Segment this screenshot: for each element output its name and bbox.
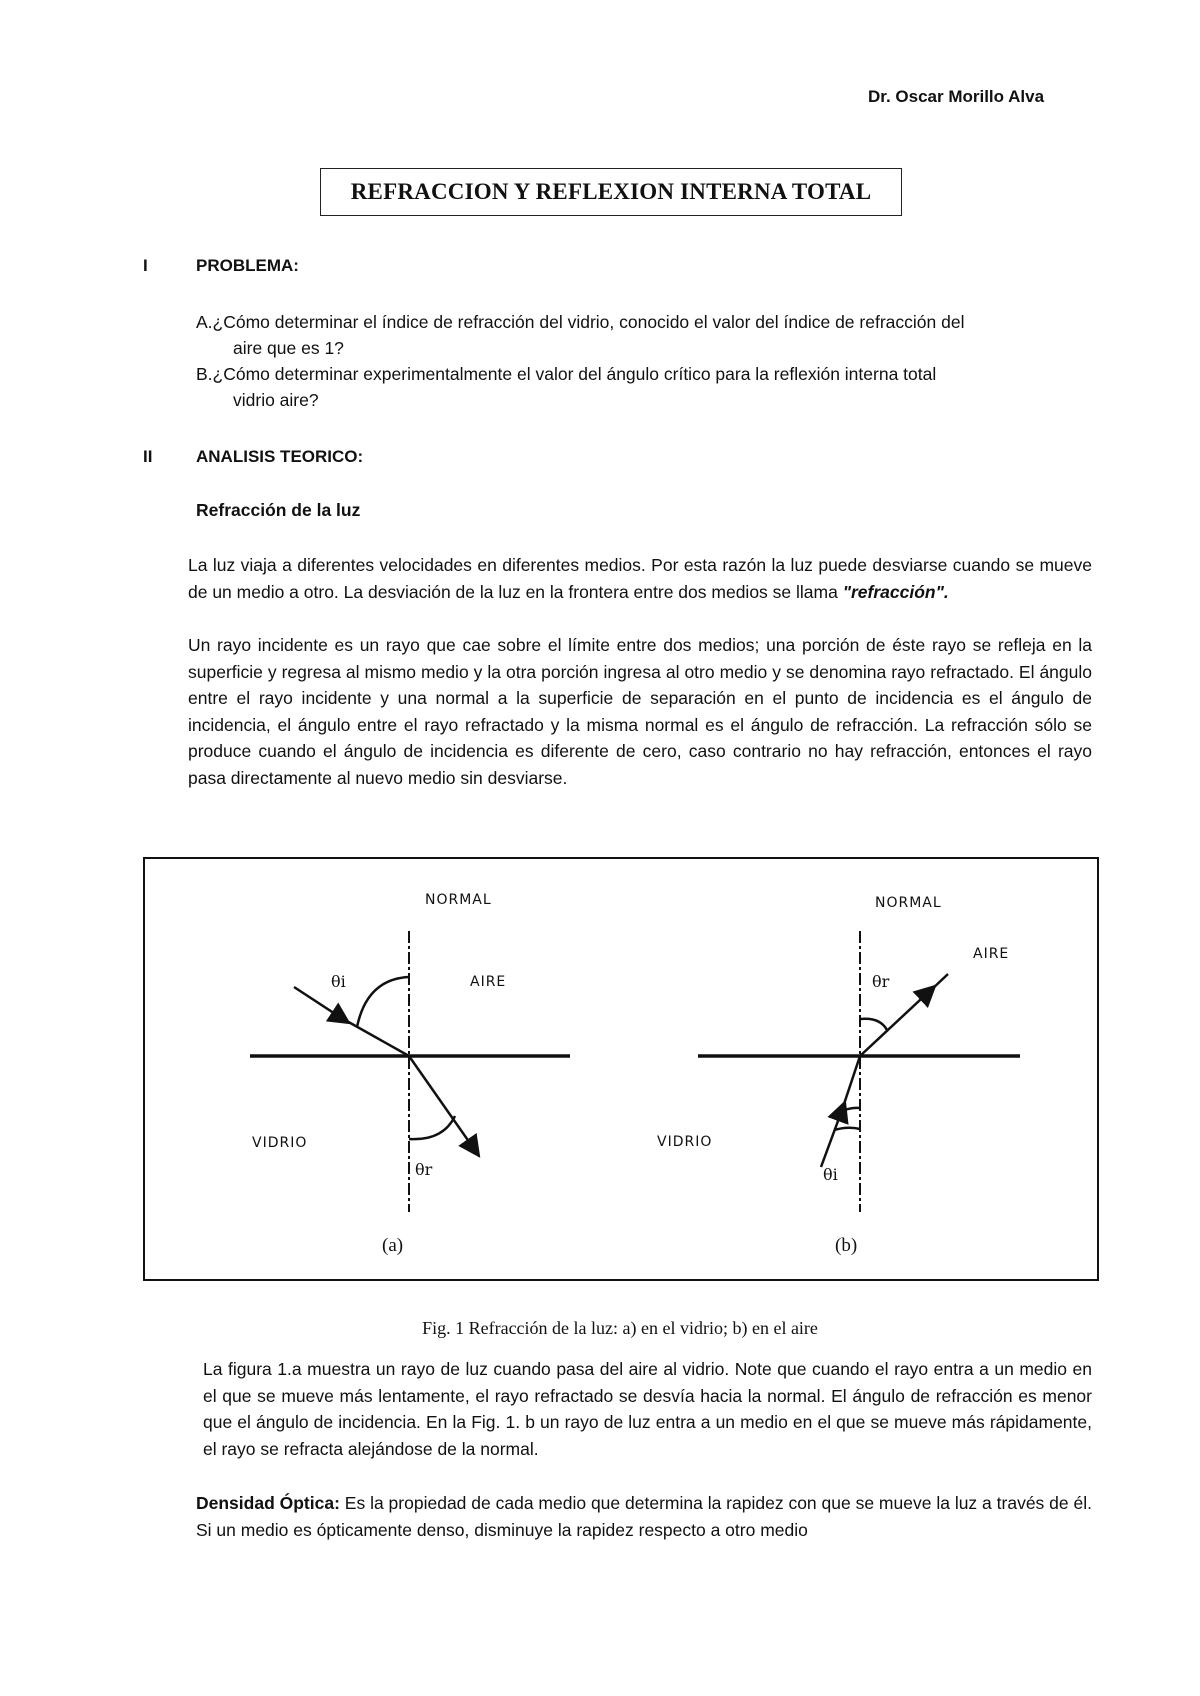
incident-ray-a-tail bbox=[345, 1020, 409, 1056]
question-a bbox=[196, 309, 1092, 335]
label-panel-a: (a) bbox=[382, 1235, 404, 1256]
question-b-line2: vidrio aire? bbox=[233, 390, 319, 410]
label-vidrio-b: VIDRIO bbox=[657, 1134, 713, 1150]
question-a-line1: ¿Cómo determinar el índice de refracción del vidrio, conocido el valor del índice de refracción del bbox=[212, 312, 965, 332]
label-theta-r-a: θr bbox=[415, 1160, 433, 1179]
figure-box bbox=[143, 857, 1099, 1281]
angle-arc-refraction-a bbox=[409, 1116, 455, 1139]
incident-ray-a bbox=[294, 987, 349, 1023]
section-1-title: PROBLEMA: bbox=[196, 256, 299, 275]
label-theta-r-b: θr bbox=[872, 972, 890, 991]
document-title: REFRACCION Y REFLEXION INTERNA TOTAL bbox=[350, 179, 872, 204]
paragraph-rays: Un rayo incidente es un rayo que cae sobre el límite entre dos medios; una porción de éste rayo se refleja en la superficie y regresa al mismo medio y la otra porción ingresa al otro medio y se denomina rayo refractado. El ángulo entre el rayo incidente y una normal a la superficie de separación en el punto de incidencia es el ángulo de incidencia, el ángulo entre el rayo refractado y la misma normal es el ángulo de refracción. La refracción sólo se produce cuando el ángulo de incidencia es diferente de cero, caso contrario no hay refracción, entonces el rayo pasa directamente al nuevo medio sin desviarse. bbox=[188, 635, 1092, 788]
refracted-ray-a bbox=[409, 1056, 479, 1156]
label-panel-b: (b) bbox=[835, 1235, 858, 1256]
angle-arc-incidence-b-outer bbox=[834, 1128, 860, 1130]
question-a-marker: A. bbox=[196, 312, 213, 332]
incident-ray-b-tail bbox=[843, 1056, 860, 1107]
subheading-refraction: Refracción de la luz bbox=[196, 500, 361, 520]
term-refraccion: "refracción". bbox=[842, 581, 949, 602]
question-b-line1: ¿Cómo determinar experimentalmente el valor del ángulo crítico para la reflexión interna total bbox=[212, 364, 937, 384]
question-b bbox=[196, 361, 1092, 387]
question-b-marker: B. bbox=[196, 364, 213, 384]
angle-arc-incidence-a bbox=[357, 977, 409, 1027]
label-aire-b: AIRE bbox=[973, 946, 1010, 962]
refracted-ray-b-head bbox=[860, 986, 935, 1056]
label-theta-i-b: θi bbox=[823, 1165, 838, 1184]
panel-a bbox=[250, 892, 570, 1256]
term-optical-density: Densidad Óptica: bbox=[196, 1493, 340, 1513]
figure-caption: Fig. 1 Refracción de la luz: a) en el vidrio; b) en el aire bbox=[422, 1318, 818, 1338]
paragraph-intro-text: La luz viaja a diferentes velocidades en diferentes medios. Por esta razón la luz puede desviarse cuando se mueve de un medio a otro. La desviación de la luz en la frontera entre dos medios se llama bbox=[188, 555, 1092, 602]
paragraph-figure-explanation: La figura 1.a muestra un rayo de luz cuando pasa del aire al vidrio. Note que cuando el rayo entra a un medio en el que se mueve más lentamente, el rayo refractado se desvía hacia la normal. El ángulo de refracción es menor que el ángulo de incidencia. En la Fig. 1. b un rayo de luz entra a un medio en el que se mueve más rápidamente, el rayo se refracta alejándose de la normal. bbox=[203, 1359, 1092, 1459]
refracted-ray-b-tip bbox=[930, 974, 948, 991]
panel-b bbox=[657, 895, 1020, 1256]
label-normal-b: NORMAL bbox=[875, 895, 942, 911]
label-theta-i-a: θi bbox=[331, 972, 346, 991]
paragraph-intro bbox=[188, 552, 1092, 605]
optical-density-text: Es la propiedad de cada medio que determina la rapidez con que se mueve la luz a través de él. Si un medio es ópticamente denso, disminuye la rapidez respecto a otro medio bbox=[196, 1493, 1092, 1540]
label-normal-a: NORMAL bbox=[425, 892, 492, 908]
label-vidrio-a: VIDRIO bbox=[252, 1135, 308, 1151]
paragraph-optical-density bbox=[196, 1490, 1092, 1543]
author-name: Dr. Oscar Morillo Alva bbox=[868, 87, 1045, 106]
document-title-box bbox=[320, 168, 902, 216]
refraction-diagram bbox=[145, 859, 1097, 1279]
angle-arc-refraction-b bbox=[860, 1019, 887, 1030]
section-2-title: ANALISIS TEORICO: bbox=[196, 447, 364, 466]
label-aire-a: AIRE bbox=[470, 974, 507, 990]
section-2-number: II bbox=[143, 447, 153, 466]
question-a-line2: aire que es 1? bbox=[233, 338, 344, 358]
section-1-number: I bbox=[143, 256, 148, 275]
